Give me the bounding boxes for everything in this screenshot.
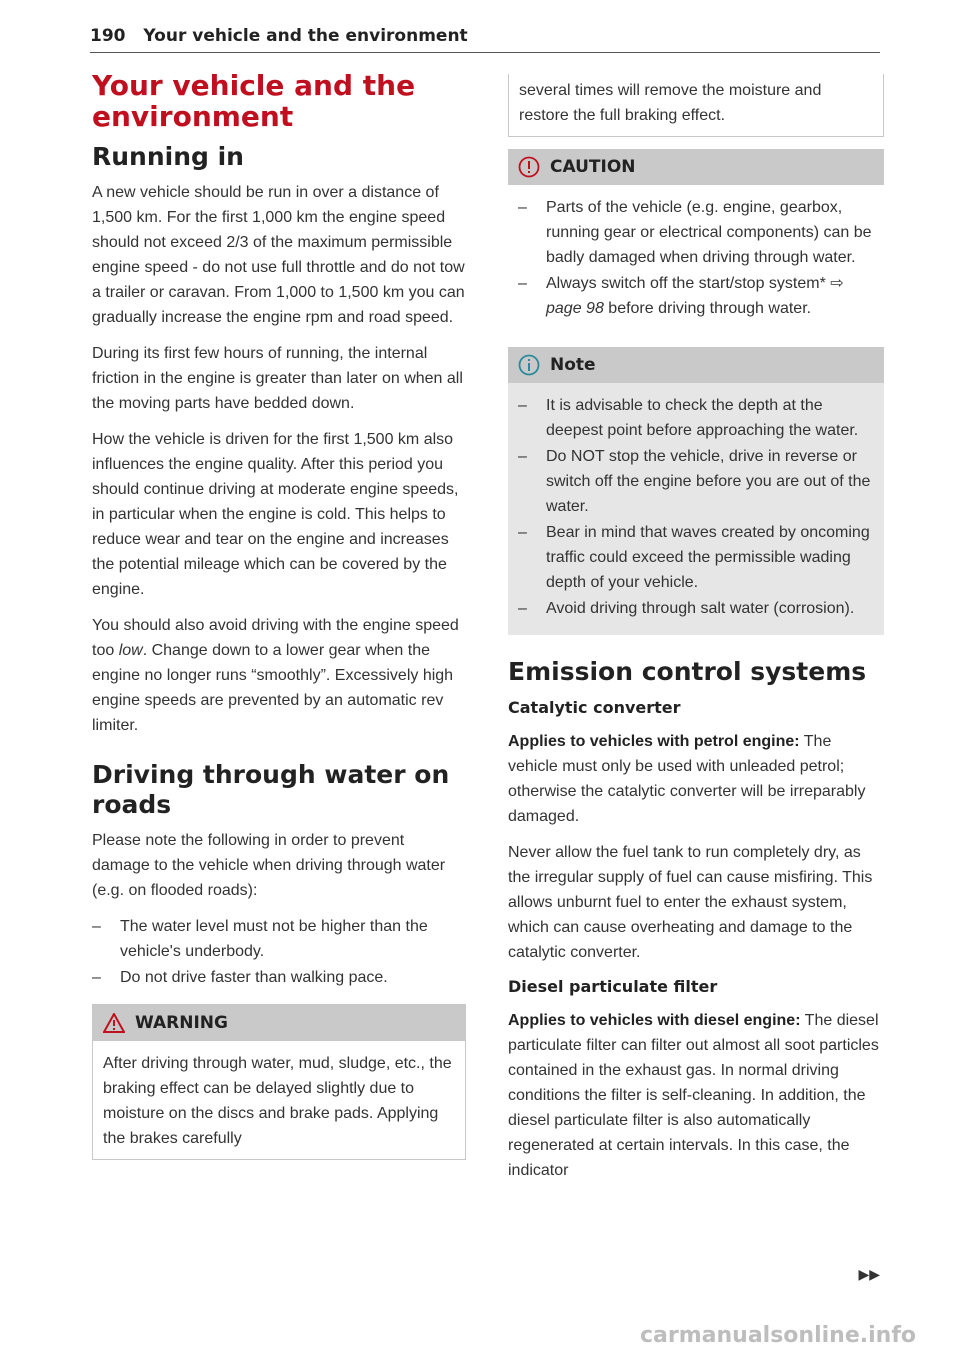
warning-continued-text: several times will remove the moisture and restore the full braking effect. xyxy=(519,82,822,124)
running-header-title: Your vehicle and the environment xyxy=(143,26,468,46)
section-title-water: Driving through water on roads xyxy=(92,760,450,819)
info-icon xyxy=(518,354,540,376)
water-list xyxy=(92,914,466,990)
caution-label: CAUTION xyxy=(550,157,636,177)
list-item: – The water level must not be higher than the vehicle's underbody. xyxy=(92,914,466,964)
list-item xyxy=(518,271,874,321)
section-title-emission: Emission control systems xyxy=(508,657,867,686)
paragraph: During its first few hours of running, the internal friction in the engine is greater than later on when all the moving parts have bedded down. xyxy=(92,345,463,412)
text-run: . Change down to a lower gear when the engine no longer runs “smoothly”. Excessively high engine speeds are prevented by an automatic rev limiter. xyxy=(92,642,454,734)
lead-text: Applies to vehicles with diesel engine: xyxy=(508,1012,801,1029)
left-column xyxy=(92,70,466,1172)
warning-text: After driving through water, mud, sludge, etc., the braking effect can be delayed slightly due to moisture on the discs and brake pads. Applying the brakes carefully xyxy=(103,1055,452,1147)
subsection-title-catalytic: Catalytic converter xyxy=(508,698,681,717)
caution-circle-icon xyxy=(518,156,540,178)
paragraph xyxy=(508,1008,884,1183)
note-label: Note xyxy=(550,355,596,375)
paragraph: How the vehicle is driven for the first 1,500 km also influences the engine quality. After this period you should continue driving at moderate engine speeds, in particular when the engine is cold. This helps to reduce wear and tear on the engine and increases the potential mileage which can be covered by the engine. xyxy=(92,431,459,598)
emphasis-text: low xyxy=(118,642,143,659)
list-item: – Parts of the vehicle (e.g. engine, gearbox, running gear or electrical components) can be badly damaged when driving through water. xyxy=(518,195,874,270)
note-box xyxy=(508,347,884,635)
caution-box xyxy=(508,149,884,335)
list-item: – Do NOT stop the vehicle, drive in reverse or switch off the engine before you are out of the water. xyxy=(518,444,874,519)
watermark: carmanualsonline.info xyxy=(640,1323,916,1348)
page-reference-link[interactable]: ⇨ page 98 xyxy=(546,275,844,317)
paragraph: Never allow the fuel tank to run completely dry, as the irregular supply of fuel can cause misfiring. This allows unburnt fuel to enter the exhaust system, which can cause overheating and damage to the catalytic converter. xyxy=(508,844,873,961)
continue-arrow-icon: ▶▶ xyxy=(858,1266,880,1282)
caution-header xyxy=(508,149,884,185)
text-run: Always switch off the start/stop system* xyxy=(546,275,831,292)
chapter-title: Your vehicle and the environment xyxy=(92,69,416,133)
page-number: 190 xyxy=(90,26,126,46)
note-body xyxy=(508,383,884,635)
note-header xyxy=(508,347,884,383)
caution-list xyxy=(518,195,874,321)
warning-continued-body xyxy=(509,74,883,136)
warning-continued-box xyxy=(508,74,884,137)
text-run: The vehicle must only be used with unleaded petrol; otherwise the catalytic converter will be irreparably damaged. xyxy=(508,733,866,825)
warning-header xyxy=(93,1005,465,1041)
warning-triangle-icon xyxy=(103,1013,125,1033)
section-title-running-in: Running in xyxy=(92,142,244,171)
warning-label: WARNING xyxy=(135,1013,228,1033)
note-list xyxy=(518,393,874,621)
paragraph: A new vehicle should be run in over a distance of 1,500 km. For the first 1,000 km the engine speed should not exceed 2/3 of the maximum permissible engine speed - do not use full throttle and do not tow a trailer or caravan. From 1,000 to 1,500 km you can gradually increase the engine rpm and road speed. xyxy=(92,184,465,326)
text-run: You should also avoid driving with the engine speed too xyxy=(92,617,459,659)
text-run: before driving through water. xyxy=(603,300,812,317)
right-column xyxy=(508,74,884,1194)
paragraph xyxy=(508,729,884,829)
warning-box xyxy=(92,1004,466,1160)
subsection-title-dpf: Diesel particulate filter xyxy=(508,977,718,996)
list-item: – Do not drive faster than walking pace. xyxy=(92,965,466,990)
text-run: The diesel particulate filter can filter out almost all soot particles contained in the exhaust gas. In normal driving conditions the filter is self-cleaning. In addition, the diesel particulate filter is also automatically regenerated at certain intervals. In this case, the indicator xyxy=(508,1012,879,1179)
caution-body xyxy=(508,185,884,335)
list-item: – It is advisable to check the depth at the deepest point before approaching the water. xyxy=(518,393,874,443)
list-item: – Avoid driving through salt water (corrosion). xyxy=(518,596,874,621)
paragraph: Please note the following in order to prevent damage to the vehicle when driving through water (e.g. on flooded roads): xyxy=(92,832,446,899)
warning-body xyxy=(93,1041,465,1159)
paragraph xyxy=(92,613,466,738)
page-header xyxy=(90,26,880,53)
lead-text: Applies to vehicles with petrol engine: xyxy=(508,733,800,750)
list-item: – Bear in mind that waves created by oncoming traffic could exceed the permissible wading depth of your vehicle. xyxy=(518,520,874,595)
